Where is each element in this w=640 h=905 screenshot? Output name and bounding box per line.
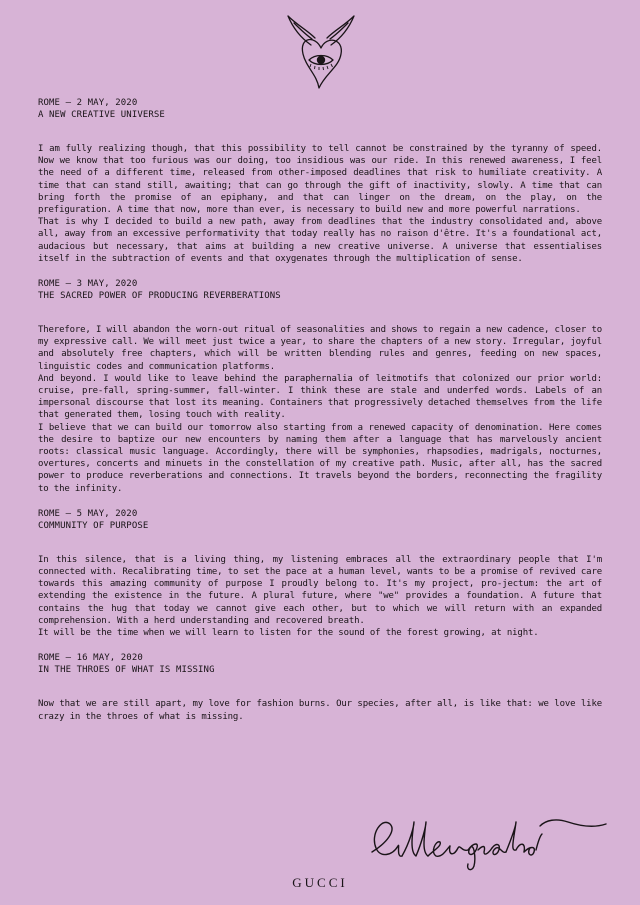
section-body xyxy=(38,324,602,495)
section-header xyxy=(38,508,602,532)
section-2 xyxy=(38,278,602,495)
section-header xyxy=(38,652,602,676)
section-1 xyxy=(38,97,602,265)
brand-wordmark: GUCCI xyxy=(292,875,348,890)
paragraph: And beyond. I would like to leave behind the paraphernalia of leitmotifs that colonized our prior world: cruise, pre-fall, spring-summer, fall-winter. I think these are stale and underfed words. Labels of an impersonal discourse that lost its meaning. Containers that progressively detached themselves from the life that generated them, losing touch with reality. xyxy=(38,373,602,421)
winged-heart-eye-icon xyxy=(285,12,357,90)
section-4 xyxy=(38,652,602,722)
dateline: ROME – 3 MAY, 2020 xyxy=(38,279,138,290)
dateline: ROME – 2 MAY, 2020 xyxy=(38,98,138,108)
dateline: ROME – 5 MAY, 2020 xyxy=(38,508,138,519)
paragraph: I am fully realizing though, that this possibility to tell cannot be constrained by the tyranny of speed. Now we know that too furious was our doing, too insidious was our ride. In this renewed awareness, I feel the need of a different time, released from other-imposed deadlines that risk to humiliate creativity. A time that can stand still, awaiting; that can go through the gift of inactivity, slowly. A time that can bring forth the promise of an epiphany, and that can linger on the dream, on the play, on the prefiguration. A time that now, more than ever, is necessary to build new and more powerful narrations. xyxy=(38,144,602,216)
section-3 xyxy=(38,508,602,639)
letter-content xyxy=(38,97,602,736)
section-header xyxy=(38,278,602,302)
paragraph: It will be the time when we will learn to listen for the sound of the forest growing, at night. xyxy=(38,628,539,639)
section-body xyxy=(38,698,602,722)
section-body xyxy=(38,554,602,639)
section-title: IN THE THROES OF WHAT IS MISSING xyxy=(38,665,215,676)
paragraph: That is why I decided to build a new path, away from deadlines that the industry consolidated and, above all, away from an excessive performativity that today really has no raison d'être. It's a foundational act, audacious but necessary, that aims at building a new creative universe. A universe that essentialises itself in the subtraction of events and that oxygenates through the multiplication of sense. xyxy=(38,217,602,264)
paragraph: In this silence, that is a living thing, my listening embraces all the extraordinary people that I'm connected with. Recalibrating time, to set the pace at a human level, wants to be a promise of revived care towards this amazing community of purpose I proudly belong to. It's my project, pro-jectum: the art of extending the existence in the future. A plural future, where "we" provides a foundation. A future that contains the hug that today we cannot give each other, but to which we will return with an expanded comprehension. With a herd understanding and recovered breath. xyxy=(38,554,602,626)
section-title: COMMUNITY OF PURPOSE xyxy=(38,520,149,531)
dateline: ROME – 16 MAY, 2020 xyxy=(38,653,143,664)
paragraph: Therefore, I will abandon the worn-out ritual of seasonalities and shows to regain a new cadence, closer to my expressive call. We will meet just twice a year, to share the chapters of a new story. Irregular, joyful and absolutely free chapters, which will be written blending rules and genres, feeding on new spaces, linguistic codes and communication platforms. xyxy=(38,325,602,372)
handwritten-signature-icon xyxy=(370,812,610,874)
section-header xyxy=(38,97,602,121)
section-title: THE SACRED POWER OF PRODUCING REVERBERATIONS xyxy=(38,291,281,302)
section-title: A NEW CREATIVE UNIVERSE xyxy=(38,110,165,120)
paragraph: I believe that we can build our tomorrow also starting from a renewed capacity of denomination. Here comes the desire to baptize our new encounters by naming them after a language that has marvelously ancient roots: classical music language. Accordingly, there will be symphonies, rhapsodies, madrigals, nocturnes, overtures, concerts and minuets in the constellation of my creative path. Music, after all, has the sacred power to produce reverberations and connections. It travels beyond the borders, reconnecting the fragility to the infinity. xyxy=(38,422,602,494)
section-body xyxy=(38,143,602,265)
paragraph: Now that we are still apart, my love for fashion burns. Our species, after all, is like that: we love like crazy in the throes of what is missing. xyxy=(38,699,602,722)
